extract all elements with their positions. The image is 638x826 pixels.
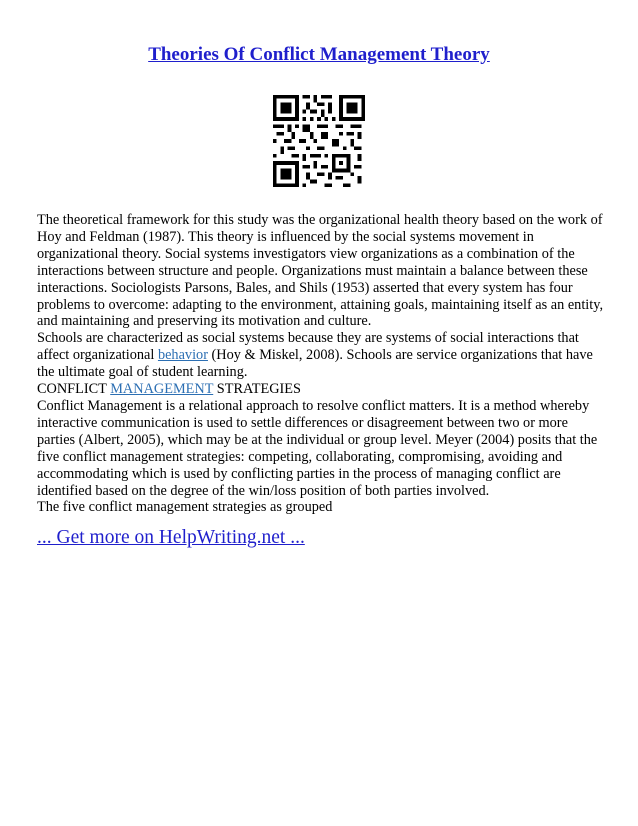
paragraph-framework: The theoretical framework for this study was the organizational health theory based on the work of Hoy and Feldman (1987). This theory is influenced by the social systems movement in organizational theory. Social systems investigators view organizations as a combination of the interactions between structure and people. Organizations must maintain a balance between these interactions. Sociologists Parsons, Bales, and Shils (1953) asserted that every system has four problems to overcome: adapting to the environment, attaining goals, maintaining itself as an entity, and maintaining and preserving its motivation and culture. [37, 212, 604, 330]
paragraph-conflict-management: Conflict Management is a relational approach to resolve conflict matters. It is a method whereby interactive communication is used to settle differences or disagreement between two or more parties (Albert, 2005), which may be at the individual or group level. Meyer (2004) posits that the five conflict management strategies: competing, collaborating, compromising, avoiding and accommodating which is used by conflicting parties in the process of managing conflict are identified based on the degree of the win/loss position of both parties involved. [37, 397, 598, 499]
paragraph-schools [37, 330, 605, 381]
get-more-link[interactable]: ... Get more on HelpWriting.net ... [37, 527, 305, 548]
article-body [37, 212, 605, 516]
behavior-link[interactable]: behavior [157, 347, 208, 364]
management-link[interactable]: MANAGEMENT [110, 381, 214, 398]
section-heading [37, 381, 605, 398]
paragraph-schools-text-start: Schools are characterized as social systems because they are systems of social interactions that affect organizational [37, 330, 579, 364]
paragraph-schools-text-end: (Hoy & Miskel, 2008). Schools are service organizations that have the ultimate goal of student learning. [37, 347, 593, 381]
document-title[interactable]: Theories Of Conflict Management Theory [148, 44, 490, 65]
heading-text-end: STRATEGIES [213, 381, 301, 398]
heading-text-start: CONFLICT [37, 381, 111, 398]
qr-code-icon [273, 95, 365, 187]
paragraph-strategies: The five conflict management strategies as grouped [37, 499, 333, 516]
